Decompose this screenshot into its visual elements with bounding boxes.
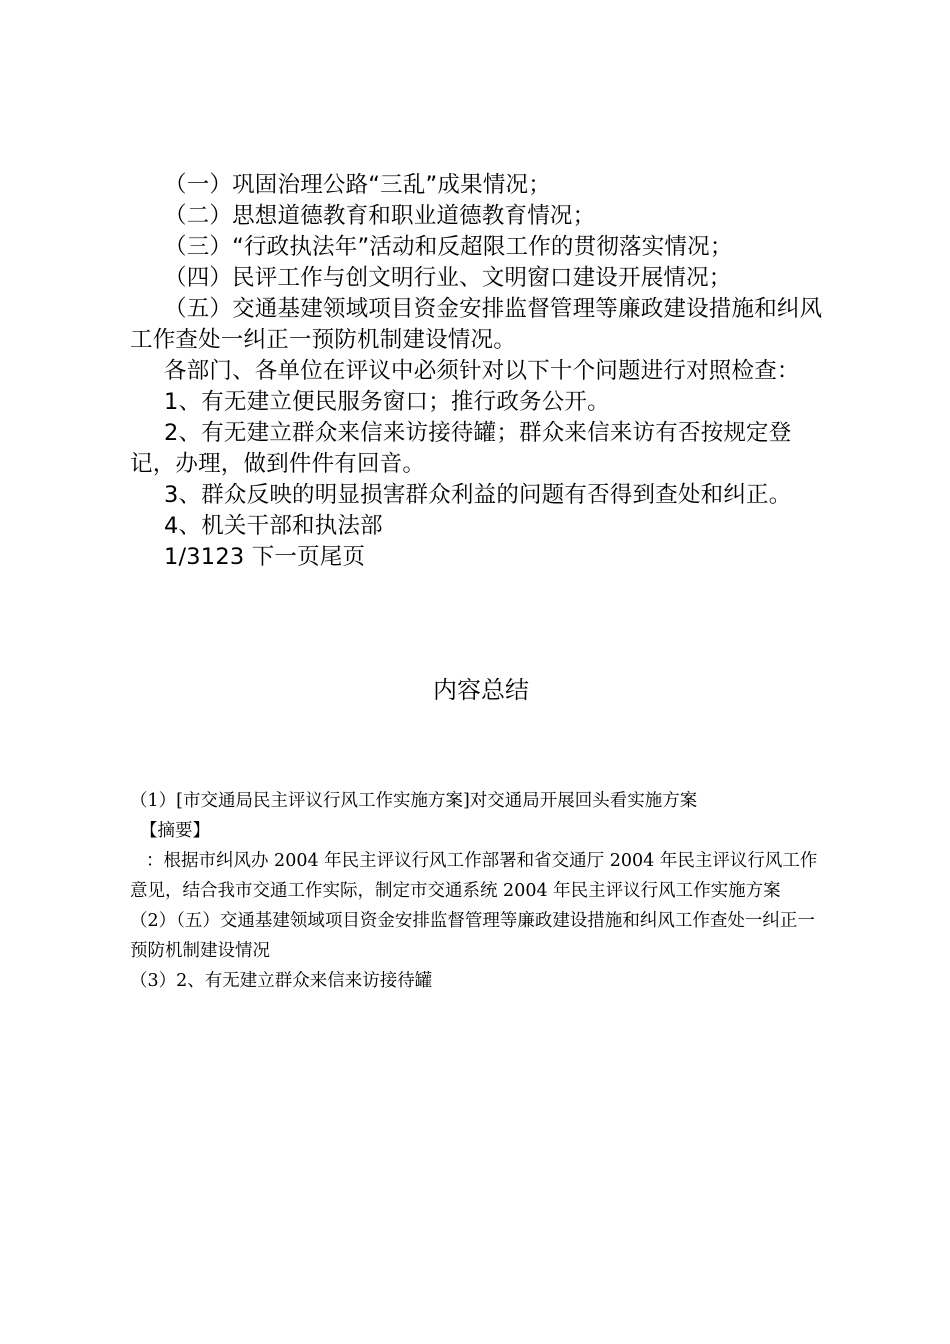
paragraph-item-4: （四）民评工作与创文明行业、文明窗口建设开展情况； xyxy=(164,265,732,291)
paragraph-item-5: （五）交通基建领域项目资金安排监督管理等廉政建设措施和纠风工作查处一纠正一预防机制建设情况。 xyxy=(130,296,823,353)
paragraph-item-1: （一）巩固治理公路“三乱”成果情况； xyxy=(164,172,551,198)
checklist-item-3: 3、群众反映的明显损害群众利益的问题有否得到查处和纠正。 xyxy=(164,482,792,508)
checklist-item-2: 2、有无建立群众来信来访接待罐；群众来信来访有否按规定登记，办理，做到件件有回音。 xyxy=(130,420,792,477)
abstract-text: ：根据市纠风办 2004 年民主评议行风工作部署和省交通厅 2004 年民主评议行风工作意见，结合我市交通工作实际，制定市交通系统 2004 年民主评议行风工作实施方案 xyxy=(130,851,818,901)
abstract-label: 【摘要】 xyxy=(140,821,210,841)
paragraph-item-2: （二）思想道德教育和职业道德教育情况； xyxy=(164,203,596,229)
summary-item-1: （1）[市交通局民主评议行风工作实施方案]对交通局开展回头看实施方案 xyxy=(130,791,698,811)
paragraph-instruction: 各部门、各单位在评议中必须针对以下十个问题进行对照检查： xyxy=(164,358,800,384)
checklist-item-1: 1、有无建立便民服务窗口；推行政务公开。 xyxy=(164,389,610,415)
checklist-item-4: 4、机关干部和执法部 xyxy=(164,513,383,539)
paragraph-item-3: （三）“行政执法年”活动和反超限工作的贯彻落实情况； xyxy=(164,234,733,260)
summary-item-2: （2）（五）交通基建领域项目资金安排监督管理等廉政建设措施和纠风工作查处一纠正一预防机制建设情况 xyxy=(130,911,815,961)
summary-section xyxy=(130,786,830,996)
summary-item-3: （3）2、有无建立群众来信来访接待罐 xyxy=(130,971,433,991)
pagination-text: 1/3123 下一页尾页 xyxy=(164,544,366,570)
document-body xyxy=(130,170,830,573)
summary-title: 内容总结 xyxy=(433,676,529,704)
